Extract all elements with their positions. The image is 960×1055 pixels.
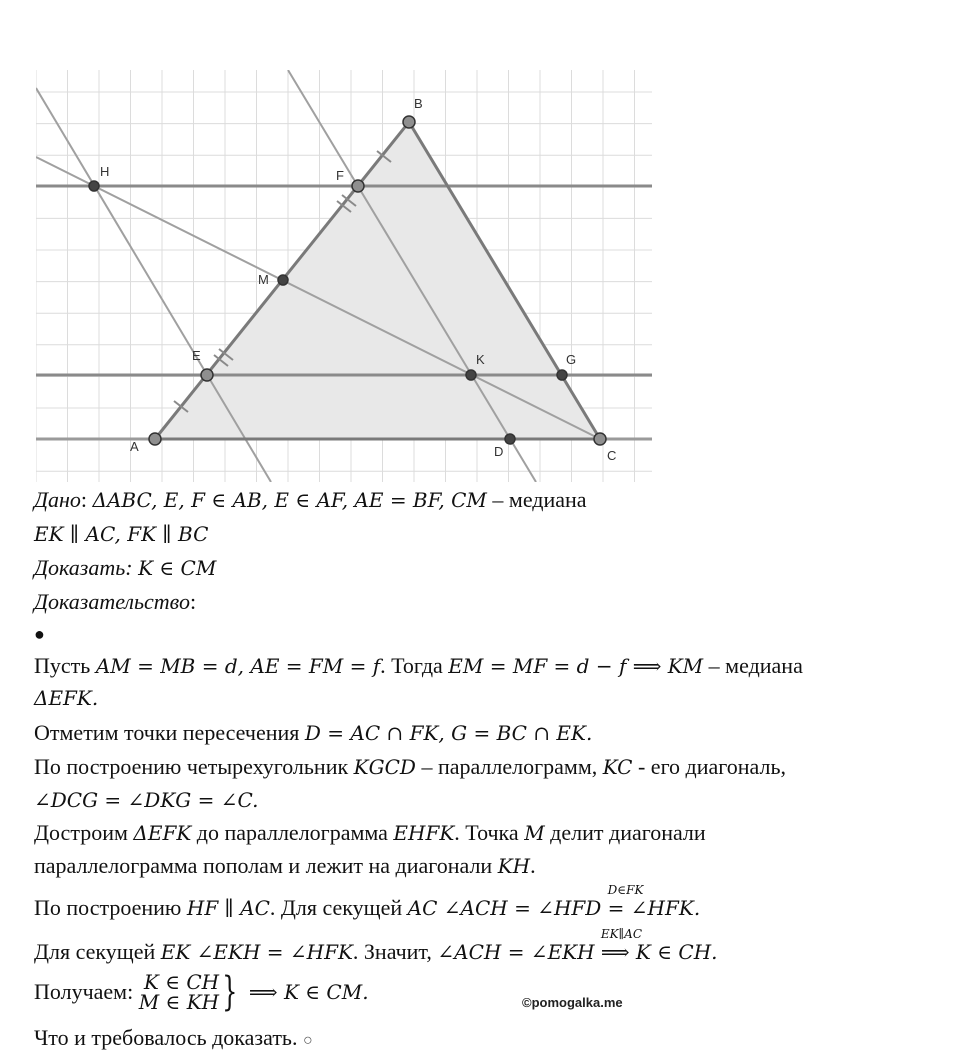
over-annotation: EK∥AC (600, 927, 643, 941)
given-label: Дано (34, 487, 81, 512)
math-run: K ∈ CH. (629, 940, 718, 964)
system-line-bottom: M ∈ KH (138, 990, 220, 1014)
geometry-figure (36, 70, 652, 482)
label-c: C (607, 448, 617, 463)
system-block (139, 972, 219, 1012)
text-run: – параллелограмм, (415, 754, 603, 779)
bullet: ● (34, 624, 45, 644)
math-run: KC (602, 755, 633, 779)
point-b (403, 116, 415, 128)
text-run: . (530, 853, 536, 878)
math-run: ΔEFK (133, 821, 192, 845)
watermark: ©pomogalka.me (522, 995, 623, 1010)
end-mark: ○ (302, 1032, 313, 1049)
triangle-abc-fill (155, 122, 600, 439)
math-run: HF ∥ AC (186, 896, 270, 920)
given-line-2 (34, 520, 208, 548)
over-symbol: ⟹ (600, 940, 630, 964)
text-run: делит диагонали (544, 820, 706, 845)
text-run: Получаем: (34, 979, 139, 1004)
point-e (201, 369, 213, 381)
proof-line-7 (34, 852, 536, 880)
proof-line-10 (34, 969, 369, 1015)
text-run: Отметим точки пересечения (34, 720, 305, 745)
math-run: KH (497, 854, 531, 878)
label-h: H (100, 164, 110, 179)
system-line-top: K ∈ CH (143, 970, 220, 994)
math-run: ⟹ K ∈ CM. (242, 980, 369, 1004)
prove-line (34, 554, 216, 582)
text-run: По построению (34, 895, 187, 920)
math-run: M (524, 821, 545, 845)
text-run: – медиана (703, 653, 803, 678)
proof-line-6 (34, 819, 706, 847)
label-k: K (476, 352, 485, 367)
given-tail: – медиана (486, 487, 587, 512)
math-run: EM = MF = d − f ⟹ KM (448, 654, 704, 678)
proof-heading: Доказательство: (34, 589, 197, 614)
proof-line-5 (34, 786, 258, 814)
point-f (352, 180, 364, 192)
proof-line-2 (34, 684, 98, 712)
over-annotation: D∈FK (607, 883, 644, 897)
text-run: По построению четырехугольник (34, 754, 354, 779)
label-m: M (258, 272, 269, 287)
label-e: E (192, 348, 201, 363)
math-run: EK ∠EKH = ∠HFK (160, 940, 353, 964)
point-d (505, 434, 515, 444)
point-a (149, 433, 161, 445)
math-run: EHFK (393, 821, 455, 845)
proof-line-4 (34, 753, 786, 781)
math-run: ∠ACH = ∠EKH (437, 940, 601, 964)
text-run: Пусть (34, 653, 96, 678)
point-c (594, 433, 606, 445)
label-f: F (336, 168, 344, 183)
point-m (278, 275, 288, 285)
math-run: ∠DCG = ∠DKG = ∠C. (34, 788, 259, 812)
label-a: A (130, 439, 139, 454)
proof-line-9 (34, 927, 718, 966)
over-symbol: = (607, 896, 625, 920)
math-run: D = AC ∩ FK, G = BC ∩ EK. (304, 721, 593, 745)
text-run: Что и требовалось доказать. (34, 1025, 298, 1050)
bullet-line (34, 620, 45, 648)
point-g (557, 370, 567, 380)
text-run: . Точка (454, 820, 525, 845)
math-run: ΔEFK. (34, 686, 99, 710)
text-run: параллелограмма пополам и лежит на диагонали (34, 853, 498, 878)
proof-label: Доказательство (34, 589, 190, 614)
point-h (89, 181, 99, 191)
text-run: . Значит, (352, 939, 438, 964)
proof-line-3 (34, 719, 592, 747)
equals-over-d-in-fk (607, 883, 644, 922)
text-run: до параллелограмма (191, 820, 394, 845)
right-brace: } (222, 969, 238, 1015)
given-math-2: EK ∥ AC, FK ∥ BC (34, 522, 209, 546)
math-run: ∠HFK. (624, 896, 701, 920)
math-run: AM = MB = d, AE = FM = f (95, 654, 381, 678)
given-line-1: Дано: ΔABC, E, F ∈ AB, E ∈ AF, AE = BF, CM – медиана (34, 487, 587, 512)
proof-line-8 (34, 883, 701, 922)
prove-math: K ∈ CM (138, 556, 217, 580)
label-d: D (494, 444, 504, 459)
math-run: AC ∠ACH = ∠HFD (407, 896, 608, 920)
prove-label: Доказать: (34, 555, 139, 580)
text-run: Достроим (34, 820, 134, 845)
point-k (466, 370, 476, 380)
given-math: ΔABC, E, F ∈ AB, E ∈ AF, AE = BF, CM (92, 488, 487, 512)
text-run: - его диагональ, (632, 754, 787, 779)
proof-line-1 (34, 652, 803, 680)
label-b: B (414, 96, 423, 111)
text-run: . Для секущей (269, 895, 408, 920)
label-g: G (566, 352, 577, 367)
text-run: Для секущей (34, 939, 161, 964)
text-run: . Тогда (380, 653, 449, 678)
line-he (36, 88, 271, 482)
implies-over-ek-ac (600, 927, 643, 966)
math-run: KGCD (353, 755, 416, 779)
proof-line-11 (34, 1024, 313, 1055)
